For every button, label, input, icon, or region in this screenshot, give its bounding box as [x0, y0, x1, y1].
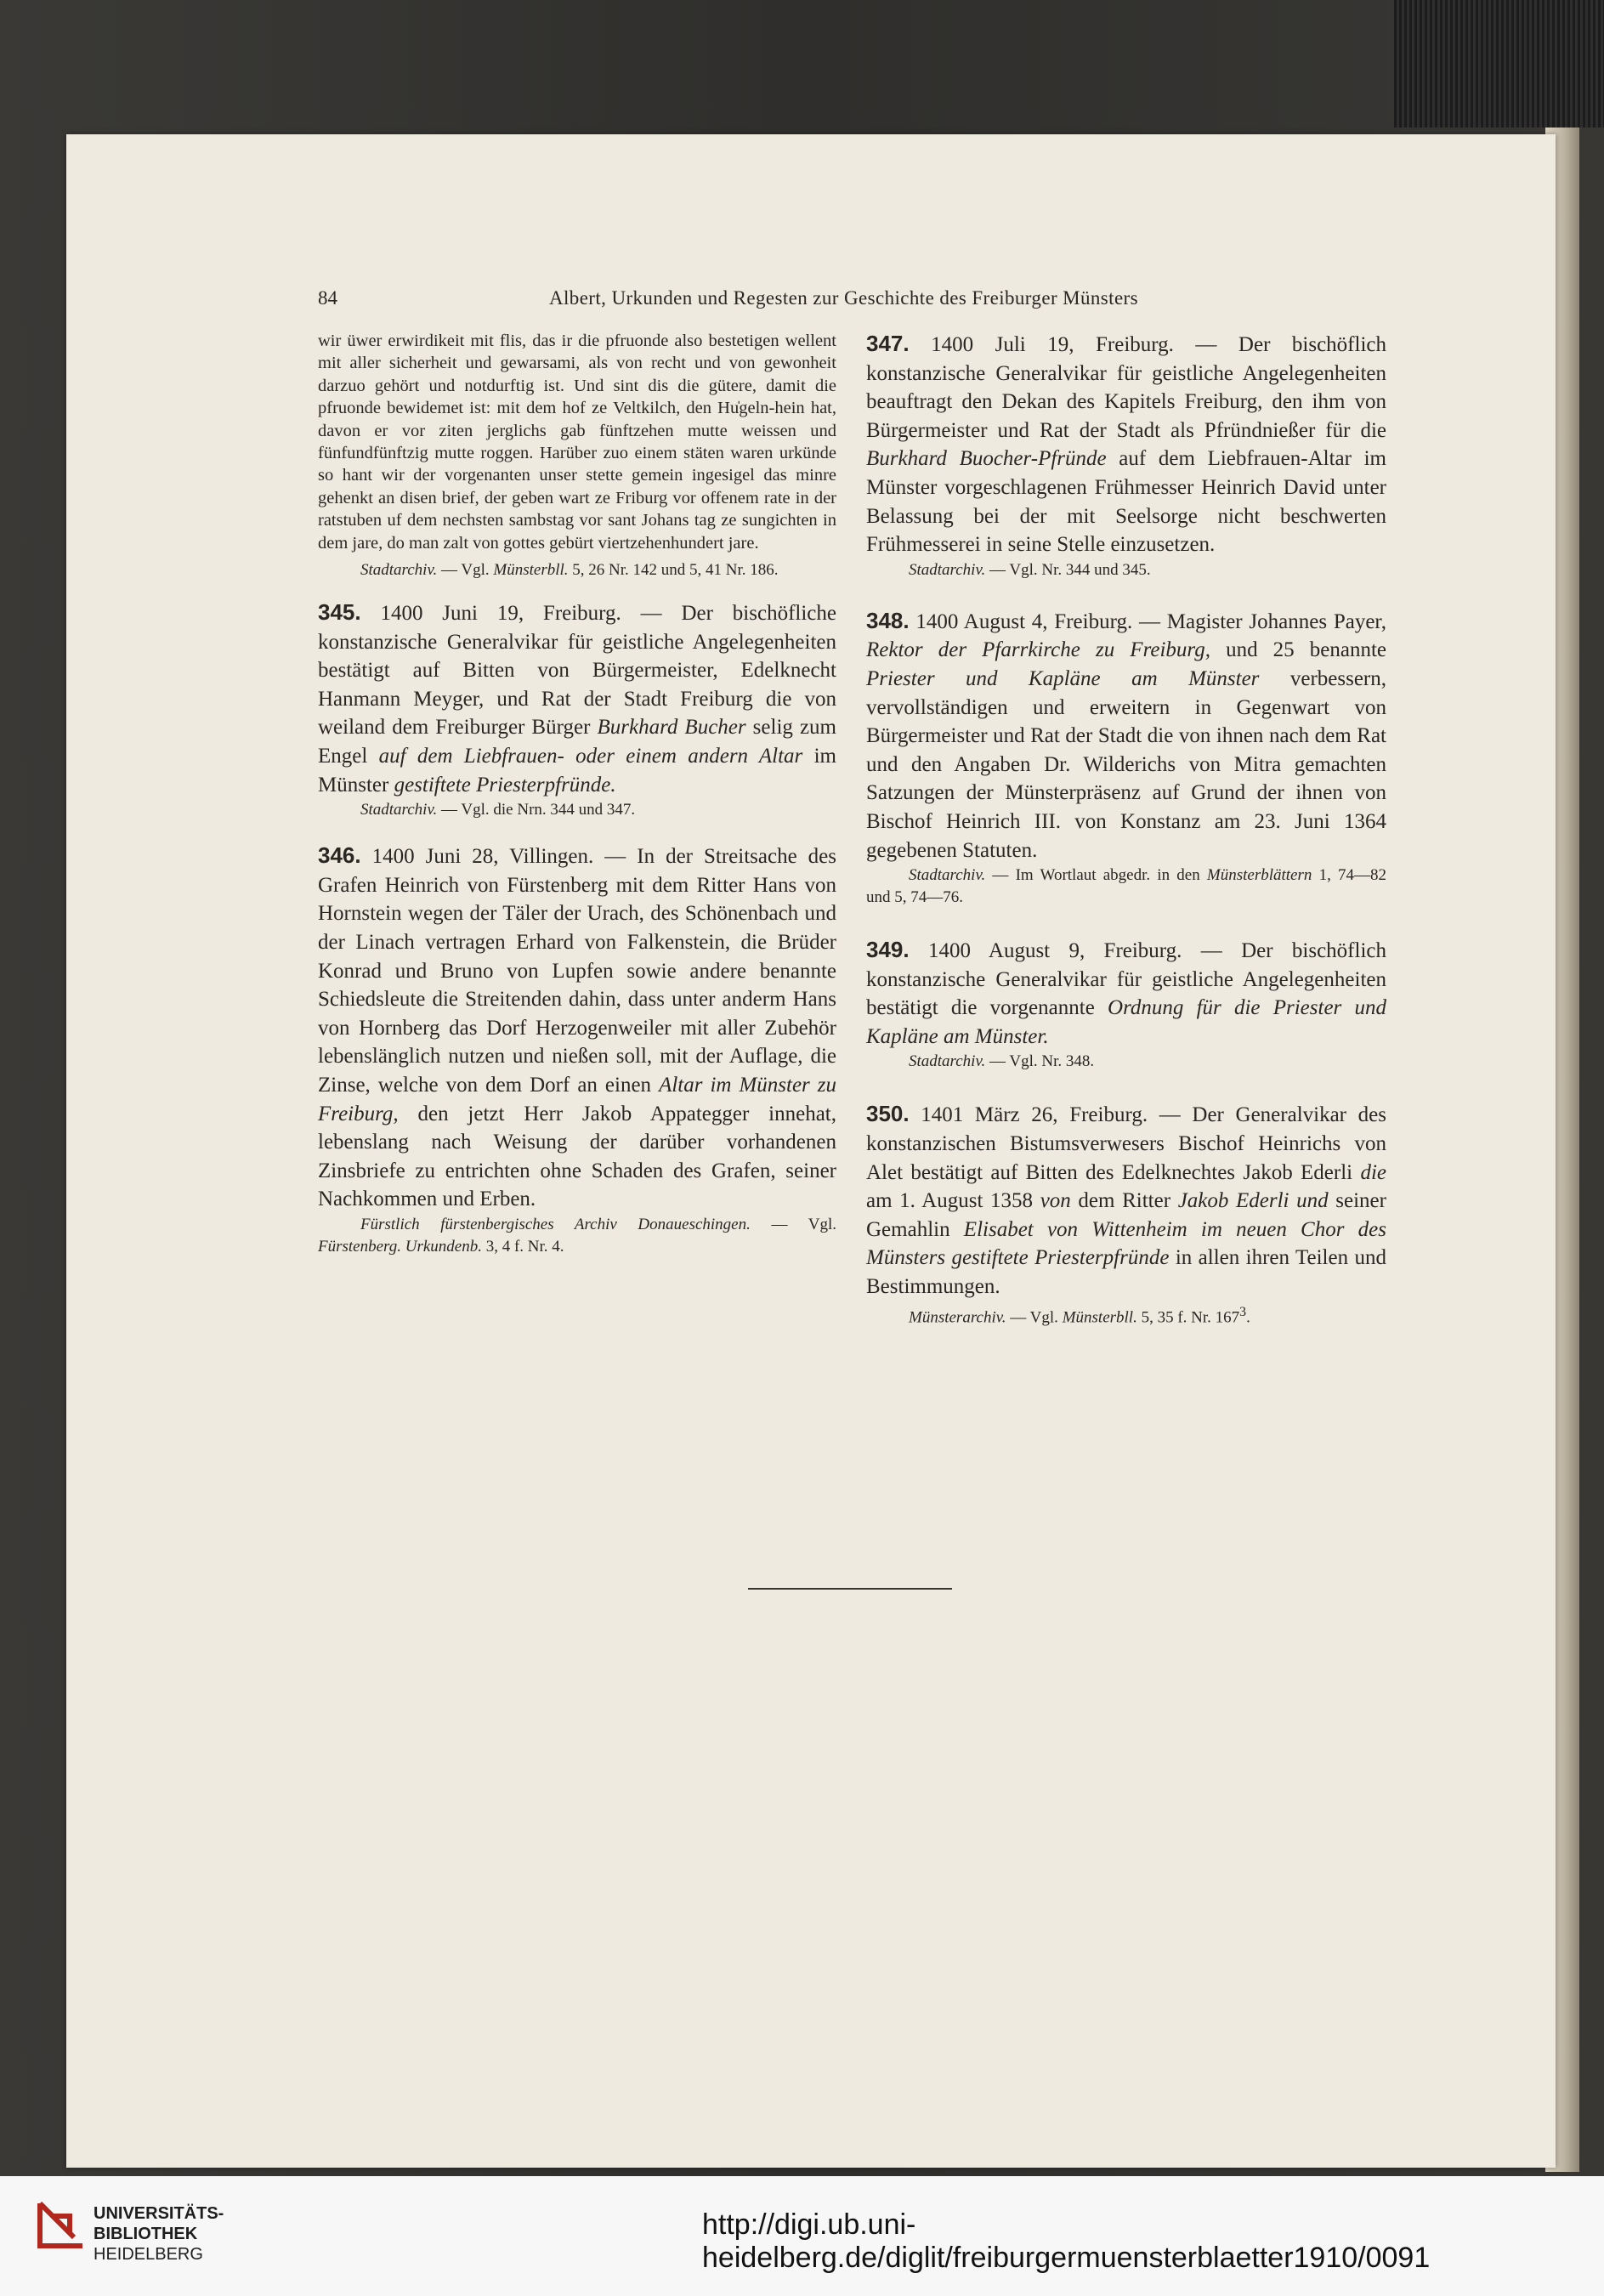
regest-text: 345. 1400 Juni 19, Freiburg. — Der bischöfliche konstanzische Generalvikar für geistliche Angelegenheiten bestätigt auf Bitten von Bürgermeister, Edelknecht Hanmann Meyger, und Rat der Stadt Freiburg die von weiland dem Freiburger Bürger Burkhard Bucher selig zum Engel auf dem Liebfrauen- oder einem andern Altar im Münster gestiftete Priesterpfründe. — [318, 599, 837, 797]
permalink-url[interactable]: http://digi.ub.uni-heidelberg.de/diglit/freiburgermuensterblaetter1910/0091 — [702, 2208, 1431, 2274]
source-note: Fürstlich fürstenbergisches Archiv Donaueschingen. — Vgl. Fürstenberg. Urkundenb. 3, 4 f. Nr. 4. — [318, 1215, 836, 1256]
regest-text: 350. 1401 März 26, Freiburg. — Der Generalvikar des konstanzischen Bistumsverwesers Bischof Heinrichs von Alet bestätigt auf Bitten des Edelknechtes Jakob Ederli die am 1. August 1358 von dem Ritter Jakob Ederli und seiner Gemahlin Elisabet von Wittenheim im neuen Chor des Münsters gestiftete Priesterpfründe in allen ihren Teilen und Bestimmungen. — [866, 1101, 1386, 1299]
right-column — [866, 330, 1386, 1329]
document-continuation: wir üwer erwirdikeit mit flis, das ir die pfruonde also bestetigen wellent mit aller sicherheit und gewarsami, als von recht und von gewonheit darzuo gehört und notdurftig ist. Und sint dis die gütere, damit die pfruonde bewidemet ist: mit dem hof ze Veltkilch, den Hu̍geln-hein hat, davon er vor ziten jerglichs gab fünftzehen mutte weissen und fünfundfünftzig mutte roggen. Harüber zuo einem stäten waren urkünde so hant wir der vorgenanten unser stette gemein ingesigel das minre gehenkt an disen brief, der geben wart ze Friburg vor offenem rate in der ratstuben uf dem nechsten sambstag vor sant Johans tag ze sungichten in dem jare, do man zalt von gottes gebürt viertzehenhundert jare. — [318, 332, 836, 553]
entry-349 — [866, 936, 1386, 1073]
library-logo-icon — [36, 2199, 87, 2267]
source-note: Stadtarchiv. — Im Wortlaut abgedr. in den Münsterblättern 1, 74—82 und 5, 74—76. — [866, 866, 1387, 907]
book-binding — [1394, 0, 1604, 128]
source-note: Stadtarchiv. — Vgl. die Nrn. 344 und 347. — [360, 801, 636, 819]
library-name: UNIVERSITÄTS- BIBLIOTHEK HEIDELBERG — [94, 2204, 224, 2264]
source-note: Stadtarchiv. — Vgl. Nr. 344 und 345. — [909, 560, 1151, 579]
regest-text: 346. 1400 Juni 28, Villingen. — In der Streitsache des Grafen Heinrich von Fürstenberg mit dem Ritter Hans von Hornstein wegen der Täler der Urach, des Schönenbach und der Linach vertragen Erhard von Falkenstein, die Brüder Konrad und Bruno von Lupfen sowie andere benannte Schiedsleute die Streitenden dahin, dass unter anderm Hans von Hornberg das Dorf Herzogenweiler mit aller Zubehör lebenslänglich nutzen und nießen soll, mit der Auflage, die Zinse, welche von dem Dorf an einen Altar im Münster zu Freiburg, den jetzt Herr Jakob Appategger innehat, lebenslang nach Weisung der darüber vorhandenen Zinsbriefe zu entrichten ohne Schaden des Grafen, seiner Nachkommen und Erben. — [318, 842, 837, 1211]
source-note: Stadtarchiv. — Vgl. Nr. 348. — [909, 1052, 1095, 1071]
entry-345 — [318, 598, 836, 821]
entry-number: 348. — [866, 607, 910, 633]
entry-number: 347. — [866, 331, 910, 356]
entry-346 — [318, 842, 836, 1258]
entry-number: 346. — [318, 842, 361, 869]
entry-number: 350. — [866, 1101, 910, 1127]
regest-text: 349. 1400 August 9, Freiburg. — Der bischöflich konstanzische Generalvikar für geistliche Angelegenheiten bestätigt die vorgenannte Ordnung für die Priester und Kapläne am Münster. — [866, 937, 1386, 1048]
entry-347 — [866, 330, 1386, 581]
running-title: Albert, Urkunden und Regesten zur Geschichte des Freiburger Münsters — [549, 287, 1138, 309]
entry-number: 349. — [866, 937, 910, 963]
source-note: Stadtarchiv. — Vgl. Münsterbll. 5, 26 Nr. 142 und 5, 41 Nr. 186. — [360, 561, 779, 580]
entry-350 — [866, 1100, 1386, 1328]
left-column — [318, 330, 836, 1258]
entry-348 — [866, 607, 1386, 909]
regest-text: 348. 1400 August 4, Freiburg. — Magister Johannes Payer, Rektor der Pfarrkirche zu Freiburg, und 25 benannte Priester und Kapläne am Münster verbessern, vervollständigen und erweitern in Gegenwart von Bürgermeister und Rat der Stadt die von ihnen nach dem Rat und den Angaben Dr. Wilderichs von Mitra gemachten Satzungen der Münsterpräsenz auf Grund der ihnen von Bischof Heinrich III. von Konstanz am 23. Juni 1364 gegebenen Statuten. — [866, 607, 1386, 862]
section-end-rule — [748, 1588, 952, 1590]
page-header — [318, 287, 1386, 318]
entry-number: 345. — [318, 599, 361, 626]
page-number: 84 — [318, 287, 337, 309]
regest-text: 347. 1400 Juli 19, Freiburg. — Der bischöflich konstanzische Generalvikar für geistliche Angelegenheiten beauftragt den Dekan des Kapitels Freiburg, den ihm von Bürgermeister und Rat der Stadt als Pfründnießer für die Burkhard Buocher-Pfründe auf dem Liebfrauen-Altar im Münster vorgeschlagenen Frühmesser Heinrich David unter Belassung bei der mit Seelsorge nicht beschwerten Frühmesserei in seine Stelle einzusetzen. — [866, 331, 1386, 557]
source-note: Münsterarchiv. — Vgl. Münsterbll. 5, 35 f. Nr. $167^3$. — [909, 1304, 1250, 1326]
